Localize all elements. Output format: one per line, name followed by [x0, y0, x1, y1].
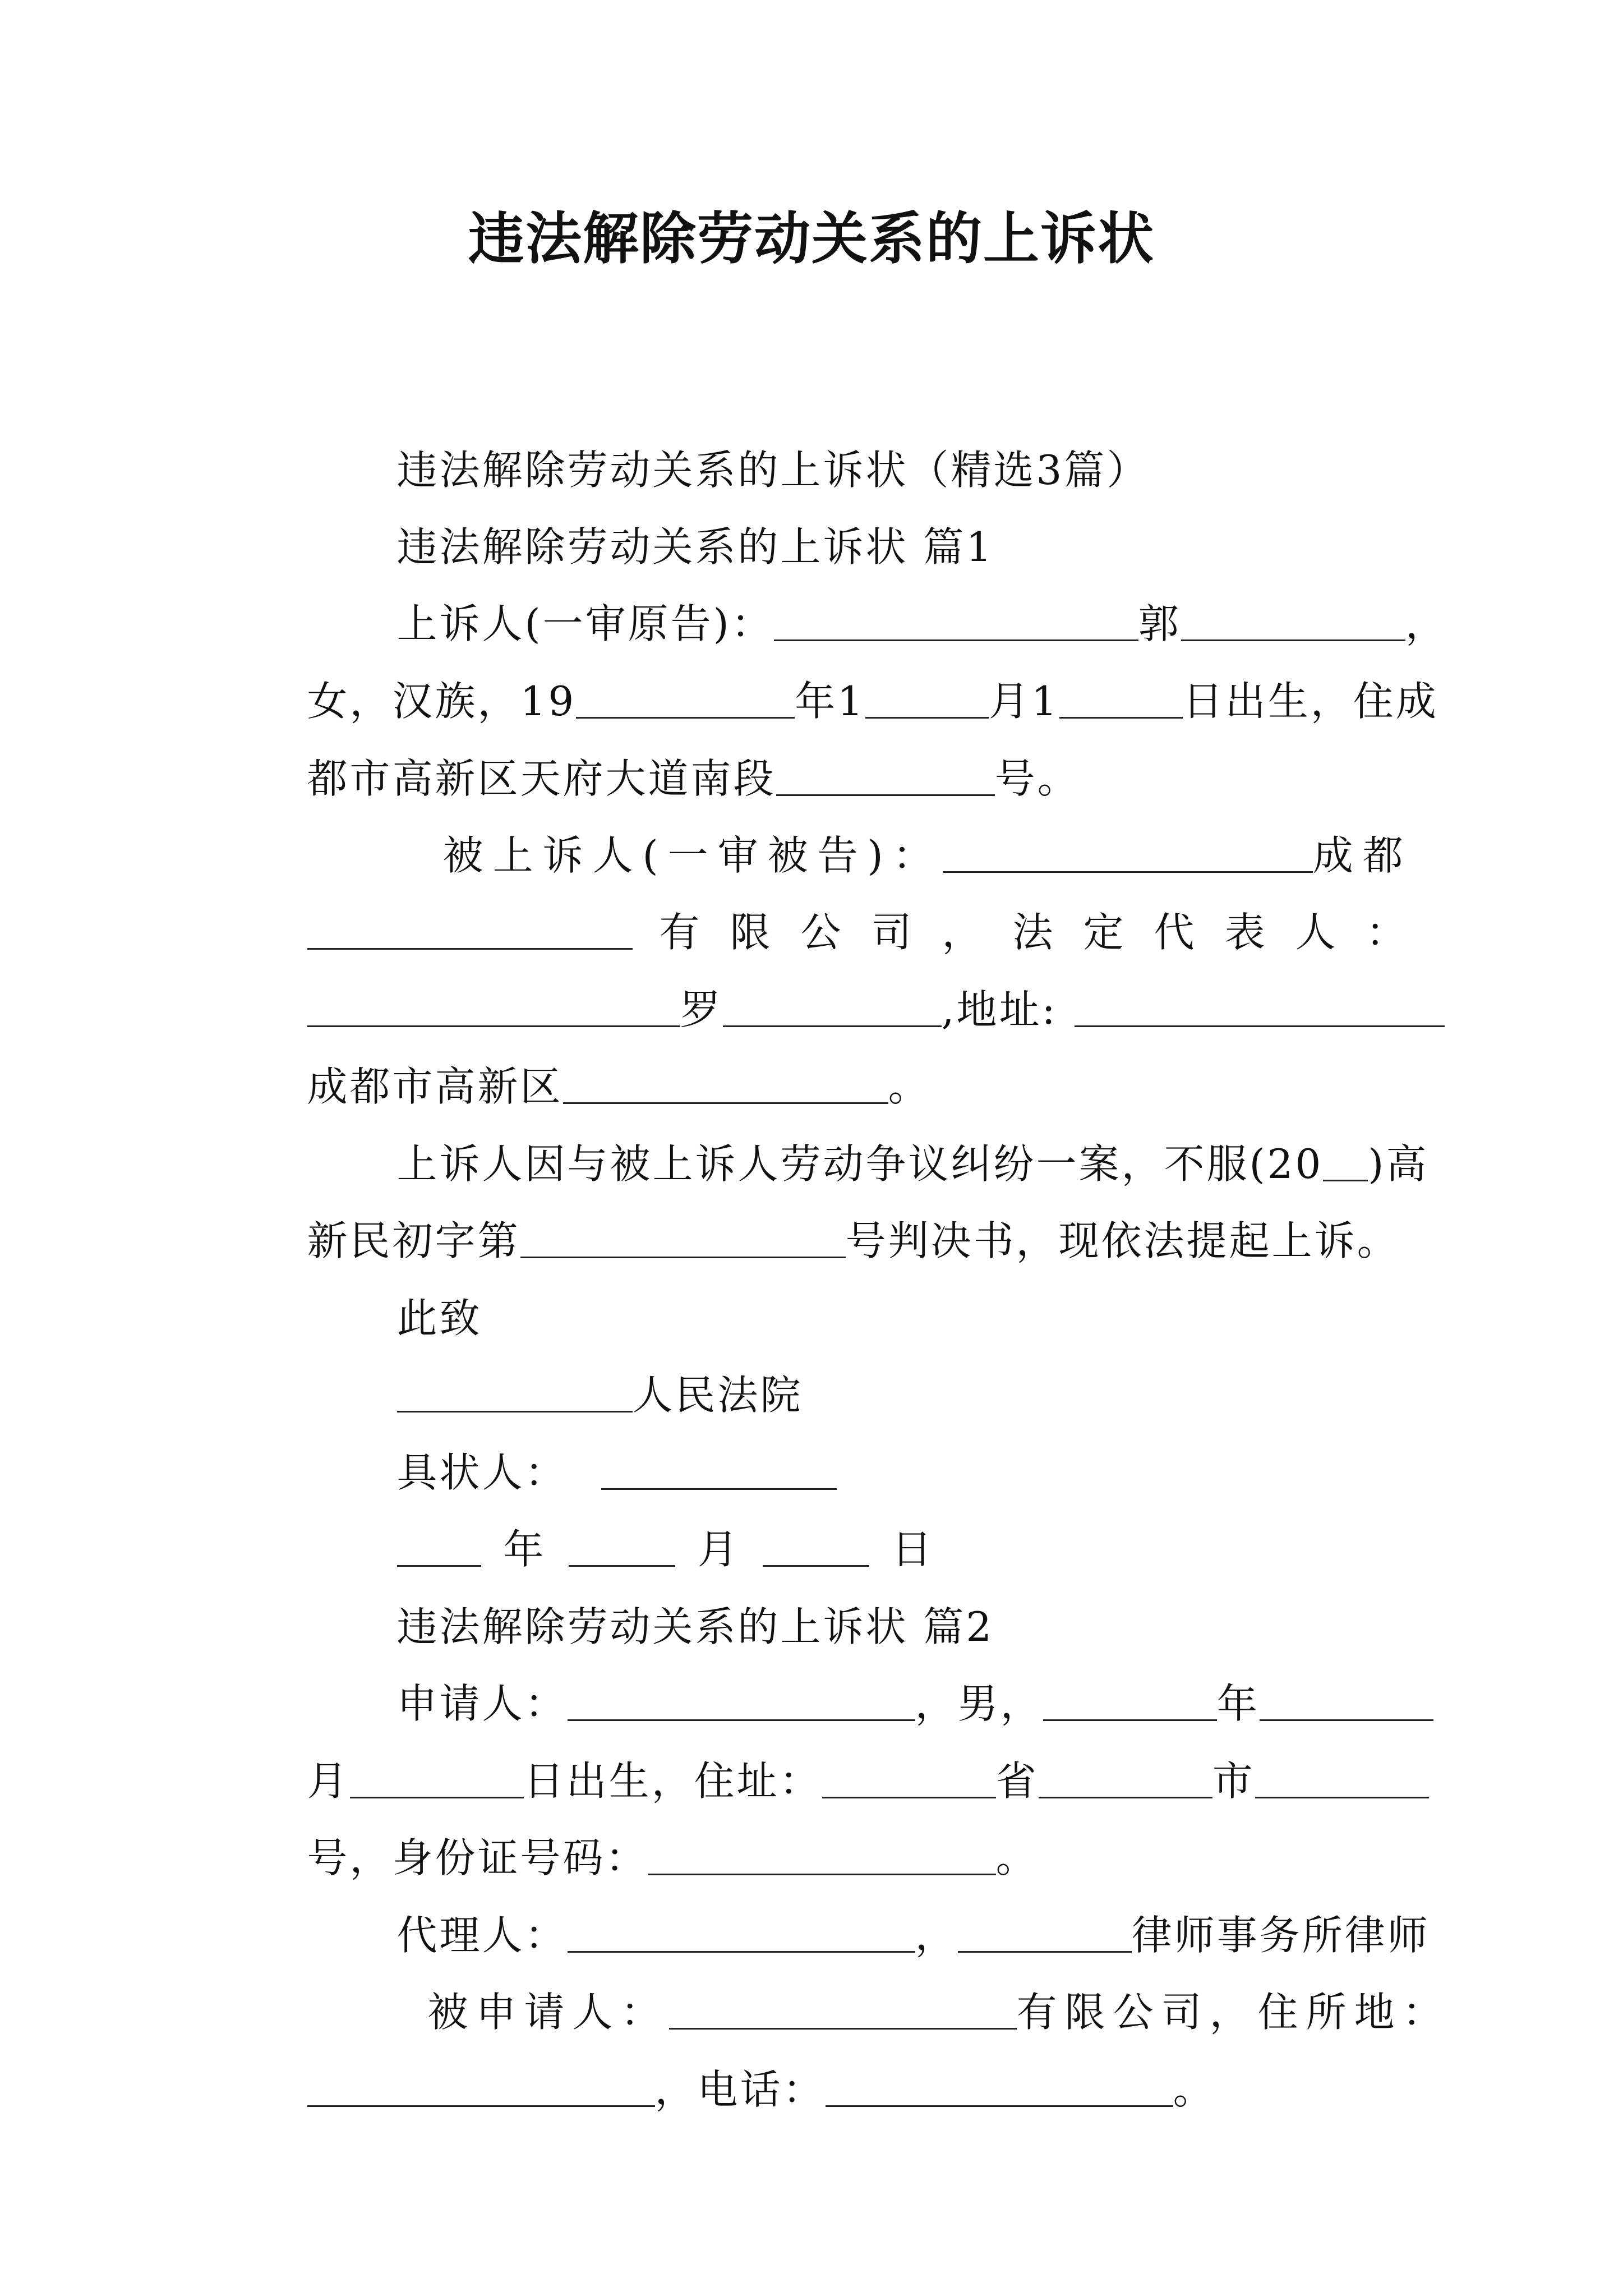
applicant-month-label: 月	[307, 1757, 350, 1805]
year-label: 年1	[795, 678, 865, 725]
month-label: 月1	[988, 678, 1059, 725]
appeal-reason-text: 上诉人因与被上诉人劳动争议纠纷一案，不服(20	[396, 1140, 1324, 1188]
date-day-label: 日	[891, 1526, 934, 1573]
company-representative-label: 有限公司，法定代表人：	[659, 909, 1437, 956]
province-label: 省	[995, 1757, 1039, 1805]
applicant-year-label: 年	[1216, 1680, 1260, 1727]
respondent-contact-line	[247, 2005, 1216, 2174]
appellee-address-text: 成都市高新区	[307, 1063, 563, 1110]
comma: ，	[1405, 600, 1448, 647]
judgment-suffix: 号判决书，现依法提起上诉。	[845, 1217, 1400, 1264]
appeal-reason-suffix: )高	[1368, 1140, 1429, 1188]
date-year-label: 年	[503, 1526, 546, 1573]
section-heading-1-text: 违法解除劳动关系的上诉状 篇1	[396, 523, 994, 570]
period: 。	[995, 1834, 1039, 1881]
agent-label: 代理人：	[396, 1912, 568, 1959]
section-heading-2-text: 违法解除劳动关系的上诉状 篇2	[396, 1603, 994, 1650]
appellant-surname: 郭	[1138, 600, 1181, 647]
comma: ，	[915, 1912, 958, 1959]
address-label: ,地址:	[941, 986, 1058, 1033]
blank-field	[520, 1216, 846, 1258]
document-title: 违法解除劳动关系的上诉状	[468, 205, 1155, 272]
appellant-ethnicity: 女，汉族，19	[307, 678, 577, 725]
phone-label: ，电话：	[654, 2066, 826, 2113]
respondent-company-text: 有限公司，住所地：	[1016, 1989, 1451, 2036]
signer-label: 具状人：	[396, 1449, 568, 1496]
blank-field	[1255, 1756, 1429, 1798]
appellant-label: 上诉人(一审原告)：	[396, 600, 774, 647]
salutation-text: 此致	[396, 1295, 482, 1342]
blank-field	[1039, 1756, 1212, 1798]
blank-field	[826, 2065, 1173, 2107]
blank-field	[1075, 985, 1445, 1027]
applicant-birth-text: 日出生，住址：	[523, 1757, 822, 1805]
applicant-label: 申请人：	[396, 1680, 568, 1727]
period: 。	[1173, 2066, 1216, 2113]
applicant-gender: ，男，	[915, 1680, 1043, 1727]
date-month-label: 月	[697, 1526, 740, 1573]
period: 。	[888, 1063, 931, 1110]
blank-field	[307, 2065, 655, 2107]
appellee-label: 被上诉人(一审被告)：	[442, 832, 943, 879]
representative-surname: 罗	[680, 986, 723, 1033]
respondent-label: 被申请人：	[427, 1989, 669, 2036]
law-firm-text: 律师事务所律师	[1131, 1912, 1430, 1959]
appellee-city: 成都	[1312, 832, 1413, 879]
birth-suffix: 日出生，住成	[1182, 678, 1438, 725]
id-number-label: 号，身份证号码：	[307, 1834, 648, 1881]
city-label: 市	[1212, 1757, 1255, 1805]
subtitle-text: 违法解除劳动关系的上诉状（精选3篇）	[396, 447, 1150, 494]
judgment-prefix: 新民初字第	[307, 1217, 520, 1264]
court-text: 人民法院	[632, 1372, 803, 1419]
address-text: 都市高新区天府大道南段	[307, 755, 776, 802]
address-suffix: 号。	[994, 755, 1080, 802]
